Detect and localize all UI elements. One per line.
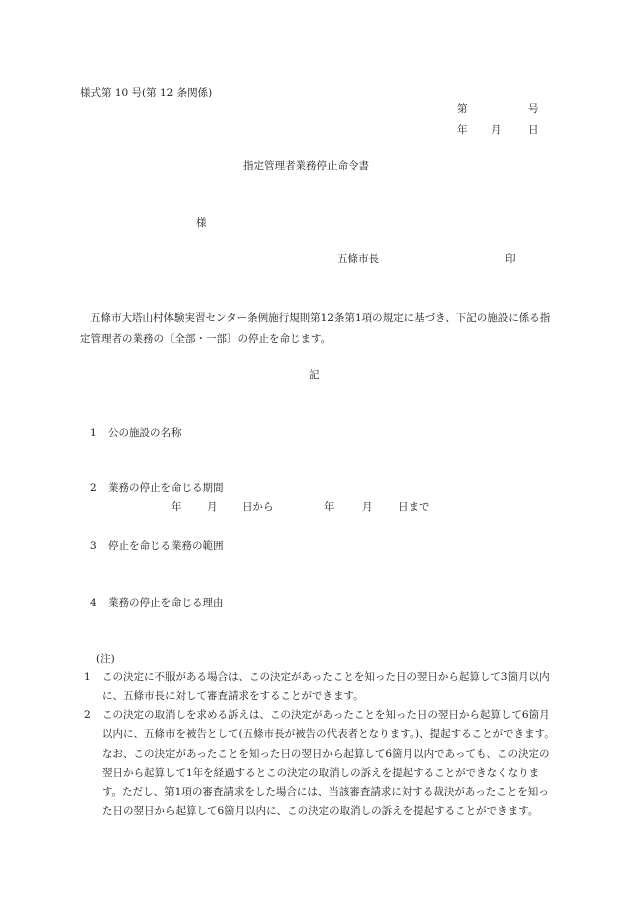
period-end-day: 日まで (398, 501, 430, 513)
section-4 (90, 598, 224, 609)
section-number: 4 (90, 597, 97, 609)
section-3 (90, 541, 224, 552)
section-1 (90, 428, 182, 439)
note-number: 2 (84, 709, 91, 721)
issuer-seal: 印 (505, 253, 516, 265)
section-2 (90, 483, 224, 494)
note-number: 1 (84, 671, 91, 683)
note-text: この決定に不服がある場合は、この決定があったことを知った日の翌日から起算して3箇月以内に、五條市長に対して審査請求をすることができます。 (102, 671, 550, 703)
doc-number-suffix: 号 (528, 103, 539, 115)
doc-number-prefix: 第 (457, 103, 468, 115)
section-label: 停止を命じる業務の範囲 (108, 540, 224, 552)
date-month: 月 (491, 124, 502, 136)
period-start-day: 日から (242, 501, 274, 513)
issuer-name: 五條市長 (337, 253, 379, 265)
period-end-year: 年 (324, 501, 335, 513)
period-end-month: 月 (362, 501, 373, 513)
main-text: 五條市大塔山村体験実習センター条例施行規則第12条第1項の規定に基づき、下記の施設に係る指定管理者の業務の〔全部・一部〕の停止を命じます。 (80, 312, 551, 345)
notes-header: (注) (96, 653, 115, 665)
form-label: 様式第 10 号(第 12 条関係) (80, 87, 213, 99)
addressee-suffix: 様 (196, 217, 207, 229)
document-title: 指定管理者業務停止命令書 (243, 160, 369, 172)
note-text: この決定の取消しを求める訴えは、この決定があったことを知った日の翌日から起算して6箇月以内に、五條市を被告として(五條市長が被告の代表者となります。)、提起することができます。なお、この決定があったことを知った日の翌日から起算して6箇月以内であっても、この決定の翌日から起算して1年を経過するとこの決定の取消しの訴えを提起することができなくなります。ただし、第1項の審査請求をした場合には、当該審査請求に対する裁決があったことを知った日の翌日から起算して6箇月以内に、この決定の取消しの訴えを提起することができます。 (102, 709, 555, 818)
section-label: 業務の停止を命じる期間 (108, 482, 224, 494)
section-number: 3 (90, 540, 97, 552)
section-label: 公の施設の名称 (108, 427, 182, 439)
period-start-year: 年 (171, 501, 182, 513)
period-start-month: 月 (207, 501, 218, 513)
date-year: 年 (457, 124, 468, 136)
section-number: 1 (90, 427, 97, 439)
record-label: 記 (309, 369, 320, 381)
section-label: 業務の停止を命じる理由 (108, 597, 224, 609)
date-day: 日 (528, 124, 539, 136)
section-number: 2 (90, 482, 97, 494)
